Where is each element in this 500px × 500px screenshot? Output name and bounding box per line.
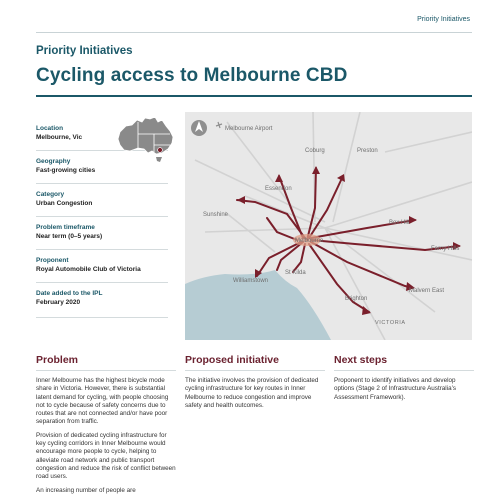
australia-outline <box>118 117 173 154</box>
meta-timeframe <box>36 223 168 241</box>
meta-divider <box>36 317 168 318</box>
meta-divider <box>36 249 168 250</box>
melbourne-cycling-map <box>185 112 472 340</box>
meta-divider <box>36 282 168 283</box>
section-divider <box>334 370 474 371</box>
place-preston: Preston <box>357 148 378 154</box>
problem-paragraph: An increasing number of people are <box>36 486 136 494</box>
meta-value: Near term (0–5 years) <box>36 233 103 240</box>
problem-heading: Problem <box>36 354 79 366</box>
place-essendon: Essendon <box>265 186 292 192</box>
place-brighton: Brighton <box>345 296 368 302</box>
australia-locator-map <box>110 112 182 164</box>
meta-divider <box>36 216 168 217</box>
meta-label: Location <box>36 125 64 132</box>
problem-paragraph: Provision of dedicated cycling infrastructure for key cycling corridors in Inner Melbourne would encourage more people to cycle, helping to alleviate road network and public transport congestion and reduce the risk of conflict between road users. <box>36 431 176 481</box>
running-header: Priority Initiatives <box>417 16 470 23</box>
meta-value: Melbourne, Vic <box>36 134 83 141</box>
place-box-hill: Box Hill <box>389 220 410 226</box>
meta-label: Proponent <box>36 257 69 264</box>
meta-divider <box>36 183 168 184</box>
section-kicker: Priority Initiatives <box>36 45 133 57</box>
next-steps-heading: Next steps <box>334 354 388 366</box>
meta-date-added <box>36 289 168 307</box>
meta-label: Problem timeframe <box>36 224 95 231</box>
meta-value: Urban Congestion <box>36 200 93 207</box>
section-divider <box>36 370 176 371</box>
proposed-initiative-section <box>185 353 325 415</box>
meta-category <box>36 190 168 208</box>
proposed-initiative-paragraph: The initiative involves the provision of dedicated cycling infrastructure for key routes in Inner Melbourne to reduce congestion and improve safety and health outcomes. <box>185 377 319 409</box>
meta-label: Geography <box>36 158 71 165</box>
top-divider <box>36 32 472 33</box>
meta-value: Fast-growing cities <box>36 167 96 174</box>
place-coburg: Coburg <box>305 148 325 154</box>
place-airport: Melbourne Airport <box>225 126 273 132</box>
place-st-kilda: St Kilda <box>285 270 306 276</box>
meta-value: Royal Automobile Club of Victoria <box>36 266 141 273</box>
next-steps-section <box>334 353 474 407</box>
problem-paragraph: Inner Melbourne has the highest bicycle mode share in Victoria. However, there is substantial latent demand for cycling, with people choosing not to cycle because of safety concerns due to routes that are not connected and/or have poor separation from traffic. <box>36 377 169 426</box>
place-sunshine: Sunshine <box>203 212 229 218</box>
place-melbourne: Melbourne <box>295 238 324 244</box>
location-marker <box>158 148 163 153</box>
place-victoria: VICTORIA <box>375 320 406 326</box>
meta-value: February 2020 <box>36 299 81 306</box>
proposed-initiative-heading: Proposed initiative <box>185 354 279 366</box>
place-malvern-east: Malvern East <box>409 288 445 294</box>
meta-label: Category <box>36 191 65 198</box>
meta-proponent <box>36 256 168 274</box>
place-williamstown: Williamstown <box>233 278 269 284</box>
tasmania-outline <box>156 157 162 162</box>
next-steps-paragraph: Proponent to identify initiatives and develop options (Stage 2 of Infrastructure Australia’s Assessment Framework). <box>334 377 457 401</box>
section-divider <box>185 370 325 371</box>
meta-label: Date added to the IPL <box>36 290 103 297</box>
problem-section <box>36 353 176 500</box>
place-ferny-hills: Ferny Hills <box>431 246 460 252</box>
page-title: Cycling access to Melbourne CBD <box>36 65 348 86</box>
title-divider <box>36 95 472 97</box>
